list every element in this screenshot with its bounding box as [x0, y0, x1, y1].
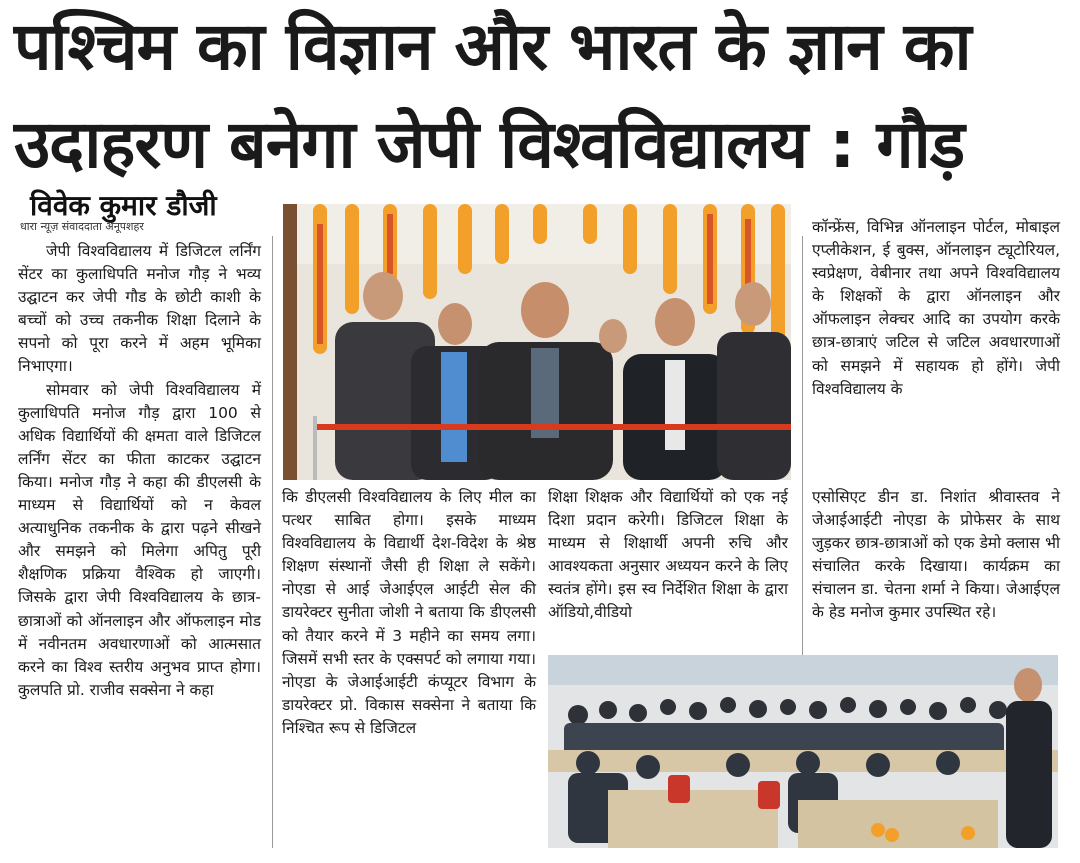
article-paragraph: शिक्षा शिक्षक और विद्यार्थियों को एक नई दिशा प्रदान करेगी। डिजिटल शिक्षा के माध्यम से शिक्षार्थी अपनी रुचि और आवश्यकता अनुसार अध्ययन करने के लिए स्वतंत्र होंगे। इस स्व निर्देशित शिक्षा के द्वारा ऑडियो,वीडियो	[548, 488, 788, 622]
byline: विवेक कुमार डौजी	[30, 189, 217, 222]
article-paragraph: कि डीएलसी विश्वविद्यालय के लिए मील का पत्थर साबित होगा। इसके माध्यम विश्वविद्यालय के विद्यार्थी देश-विदेश के श्रेष्ठ शिक्षण संस्थानों जैसी ही शिक्षा ले सकेंगे। नोएडा से आई जेआईएल आईटी सेल की डायरेक्टर सुनीता जोशी ने बताया कि डीएलसी को तैयार करने में 3 महीने का समय लगा। जिसमें सभी स्तर के एक्सपर्ट को लगाया गया। नोएडा के जेआईआईटी कंप्यूटर विभाग के डायरेक्टर प्रो. विकास सक्सेना ने बताया कि निश्चित रूप से डिजिटल	[282, 488, 536, 737]
article-paragraph: सोमवार को जेपी विश्वविद्यालय में कुलाधिपति मनोज गौड़ द्वारा 100 से अधिक विद्यार्थियों की क्षमता वाले डिजिटल लर्निंग सेंटर का फीता काटकर उद्घाटन किया। मनोज गौड़ ने कहा की डीएलसी के माध्यम से विद्यार्थियों को न केवल अत्याधुनिक तकनीक के द्वारा पढ़ने सीखने और समझने को मिलेगा अपितु पूरी शैक्षणिक प्रक्रिया वैश्विक हो जाएगी। जिसके द्वारा जेपी विश्वविद्यालय के छात्र-छात्राओं को ऑनलाइन और ऑफलाइन मोड में नवीनतम अवधारणाओं को आत्मसात करने का विश्व स्तरीय अनुभव प्राप्त होगा। कुलपति प्रो. राजीव सक्सेना ने कहा	[18, 380, 261, 699]
article-paragraph: एसोसिएट डीन डा. निशांत श्रीवास्तव ने जेआईआईटी नोएडा के प्रोफेसर के साथ जुड़कर छात्र-छात्राओं को एक डेमो क्लास भी संचालित करके दिखाया। कार्यक्रम का संचालन डा. चेतना शर्मा ने किया। जेआईएल के हेड मनोज कुमार उपस्थित रहे।	[812, 488, 1060, 622]
article-column-1	[18, 240, 261, 702]
article-column-2	[282, 486, 536, 740]
ribbon-cutting-photo	[283, 204, 791, 480]
headline-line-2: उदाहरण बनेगा जेपी विश्वविद्यालय : गौड़	[14, 106, 965, 183]
headline-line-1: पश्चिम का विज्ञान और भारत के ज्ञान का	[14, 8, 971, 85]
classroom-photo	[548, 655, 1058, 848]
column-divider	[272, 236, 273, 848]
article-paragraph: जेपी विश्वविद्यालय में डिजिटल लर्निंग सेंटर का कुलाधिपति मनोज गौड़ ने भव्य उद्घाटन कर जेपी गौड के छोटी काशी के बच्चों को उच्च तकनीक शिक्षा दिलाने के सपनो को पूरा करने में अहम भूमिका निभाएगा।	[18, 242, 261, 376]
dateline: धारा न्यूज़ संवाददाता अनूपशहर	[20, 220, 144, 233]
article-paragraph: कॉन्फ्रेंस, विभिन्न ऑनलाइन पोर्टल, मोबाइल एप्लीकेशन, ई बुक्स, ऑनलाइन ट्यूटोरियल, स्वप्रेक्षण, वेबीनार तथा अपने विश्वविद्यालय के शिक्षकों के द्वारा ऑनलाइन और ऑफलाइन लेक्चर आदि का उपयोग करके छात्र-छात्राएं जटिल से जटिल अवधारणाओं को समझने में सहायक हो होंगे। जेपी विश्वविद्यालय के	[812, 218, 1060, 398]
article-column-5	[812, 486, 1060, 625]
article-column-4	[812, 216, 1060, 401]
article-column-3	[548, 486, 788, 625]
